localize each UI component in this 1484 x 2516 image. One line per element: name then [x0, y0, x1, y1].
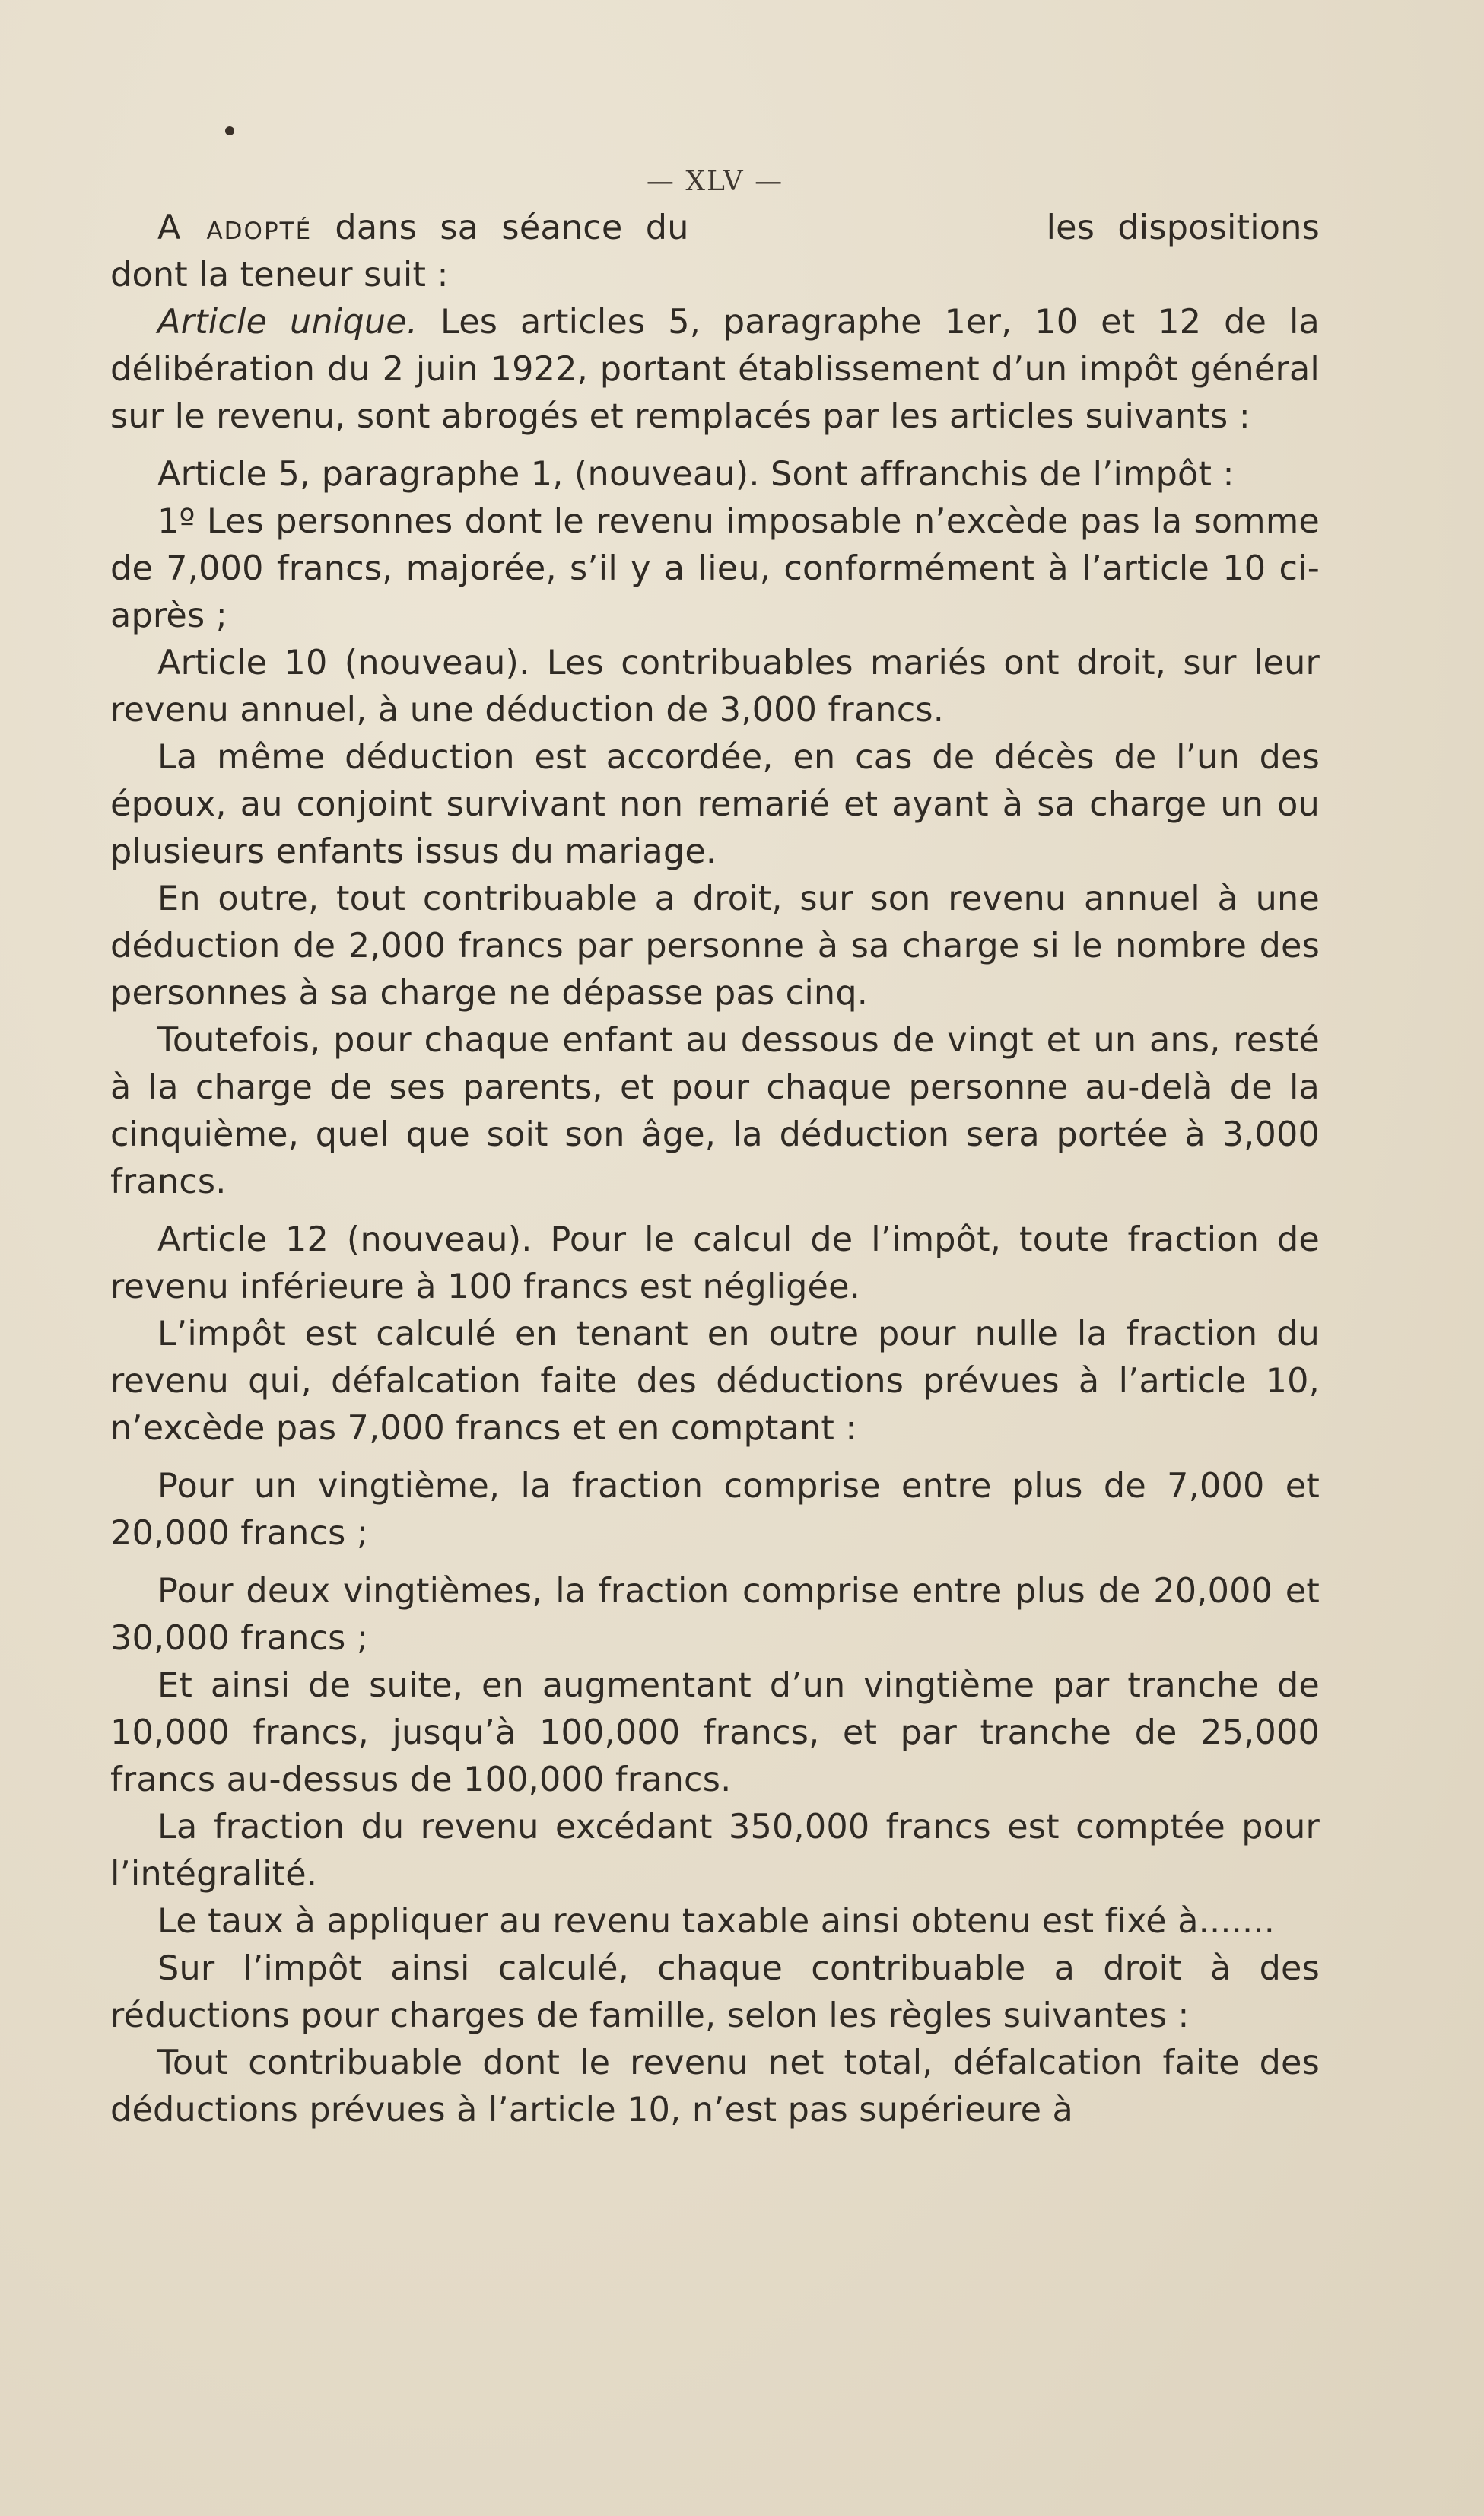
paragraph-en-outre: En outre, tout contribuable a droit, sur son revenu annuel à une déduction de 2,000 francs par personne à sa charge si le nombre des personnes à sa charge ne dépasse pas cinq. [110, 879, 1320, 1013]
paragraph-reductions: Sur l’impôt ainsi calculé, chaque contribuable a droit à des réductions pour charges de famille, selon les règles suivantes : [110, 1949, 1320, 2035]
document-page [110, 129, 1320, 2134]
paragraph-fraction-excedant: La fraction du revenu excédant 350,000 francs est comptée pour l’intégralité. [110, 1808, 1320, 1894]
paragraph-un-vingtieme: Pour un vingtième, la fraction comprise entre plus de 7,000 et 20,000 francs ; [110, 1467, 1320, 1553]
paragraph-impot-calcule: L’impôt est calculé en tenant en outre pour nulle la fraction du revenu qui, défalcation faite des déductions prévues à l’article 10, n’excède pas 7,000 francs et en comptant : [110, 1315, 1320, 1448]
lead-italic: Article unique. [157, 303, 418, 342]
paragraph-same-deduction: La même déduction est accordée, en cas de décès de l’un des époux, au conjoint survivant non remarié et ayant à sa charge un ou plusieurs enfants issus du mariage. [110, 738, 1320, 871]
paragraph-tout-contribuable: Tout contribuable dont le revenu net total, défalcation faite des déductions prévues à l’article 10, n’est pas supérieure à [110, 2044, 1320, 2130]
paragraph-taux: Le taux à appliquer au revenu taxable ainsi obtenu est fixé à....... [157, 1902, 1276, 1941]
paragraph-article-12: Article 12 (nouveau). Pour le calcul de l’impôt, toute fraction de revenu inférieure à 100 francs est négligée. [110, 1220, 1320, 1306]
article-unique-text: Les articles 5, paragraphe 1er, 10 et 12 de la délibération du 2 juin 1922, portant établissement d’un impôt général sur le revenu, sont abrogés et remplacés par les articles suivants : [110, 303, 1320, 436]
paragraph-preamble [110, 205, 1320, 299]
paragraph-item-1: 1º Les personnes dont le revenu imposable n’excède pas la somme de 7,000 francs, majorée, s’il y a lieu, conformément à l’article 10 ci-après ; [110, 502, 1320, 635]
paragraph-deux-vingtiemes: Pour deux vingtièmes, la fraction comprise entre plus de 20,000 et 30,000 francs ; [110, 1572, 1320, 1658]
preamble-text-a: dans sa séance du [312, 208, 689, 247]
lead-smallcaps: A adopté [157, 208, 313, 247]
page-folio: — XLV — [646, 166, 784, 197]
paragraph-et-ainsi: Et ainsi de suite, en augmentant d’un vingtième par tranche de 10,000 francs, jusqu’à 100,000 francs, et par tranche de 25,000 francs au-dessus de 100,000 francs. [110, 1666, 1320, 1799]
paragraph-article-unique [110, 299, 1320, 441]
paragraph-article-10: Article 10 (nouveau). Les contribuables mariés ont droit, sur leur revenu annuel, à une déduction de 3,000 francs. [110, 644, 1320, 730]
preamble-text-b: les dispositions dont la teneur suit : [110, 208, 1320, 294]
paragraph-toutefois: Toutefois, pour chaque enfant au dessous de vingt et un ans, resté à la charge de ses parents, et pour chaque personne au-delà de la cinquième, quel que soit son âge, la déduction sera portée à 3,000 francs. [110, 1021, 1320, 1201]
paragraph-article-5: Article 5, paragraphe 1, (nouveau). Sont affranchis de l’impôt : [157, 455, 1235, 494]
